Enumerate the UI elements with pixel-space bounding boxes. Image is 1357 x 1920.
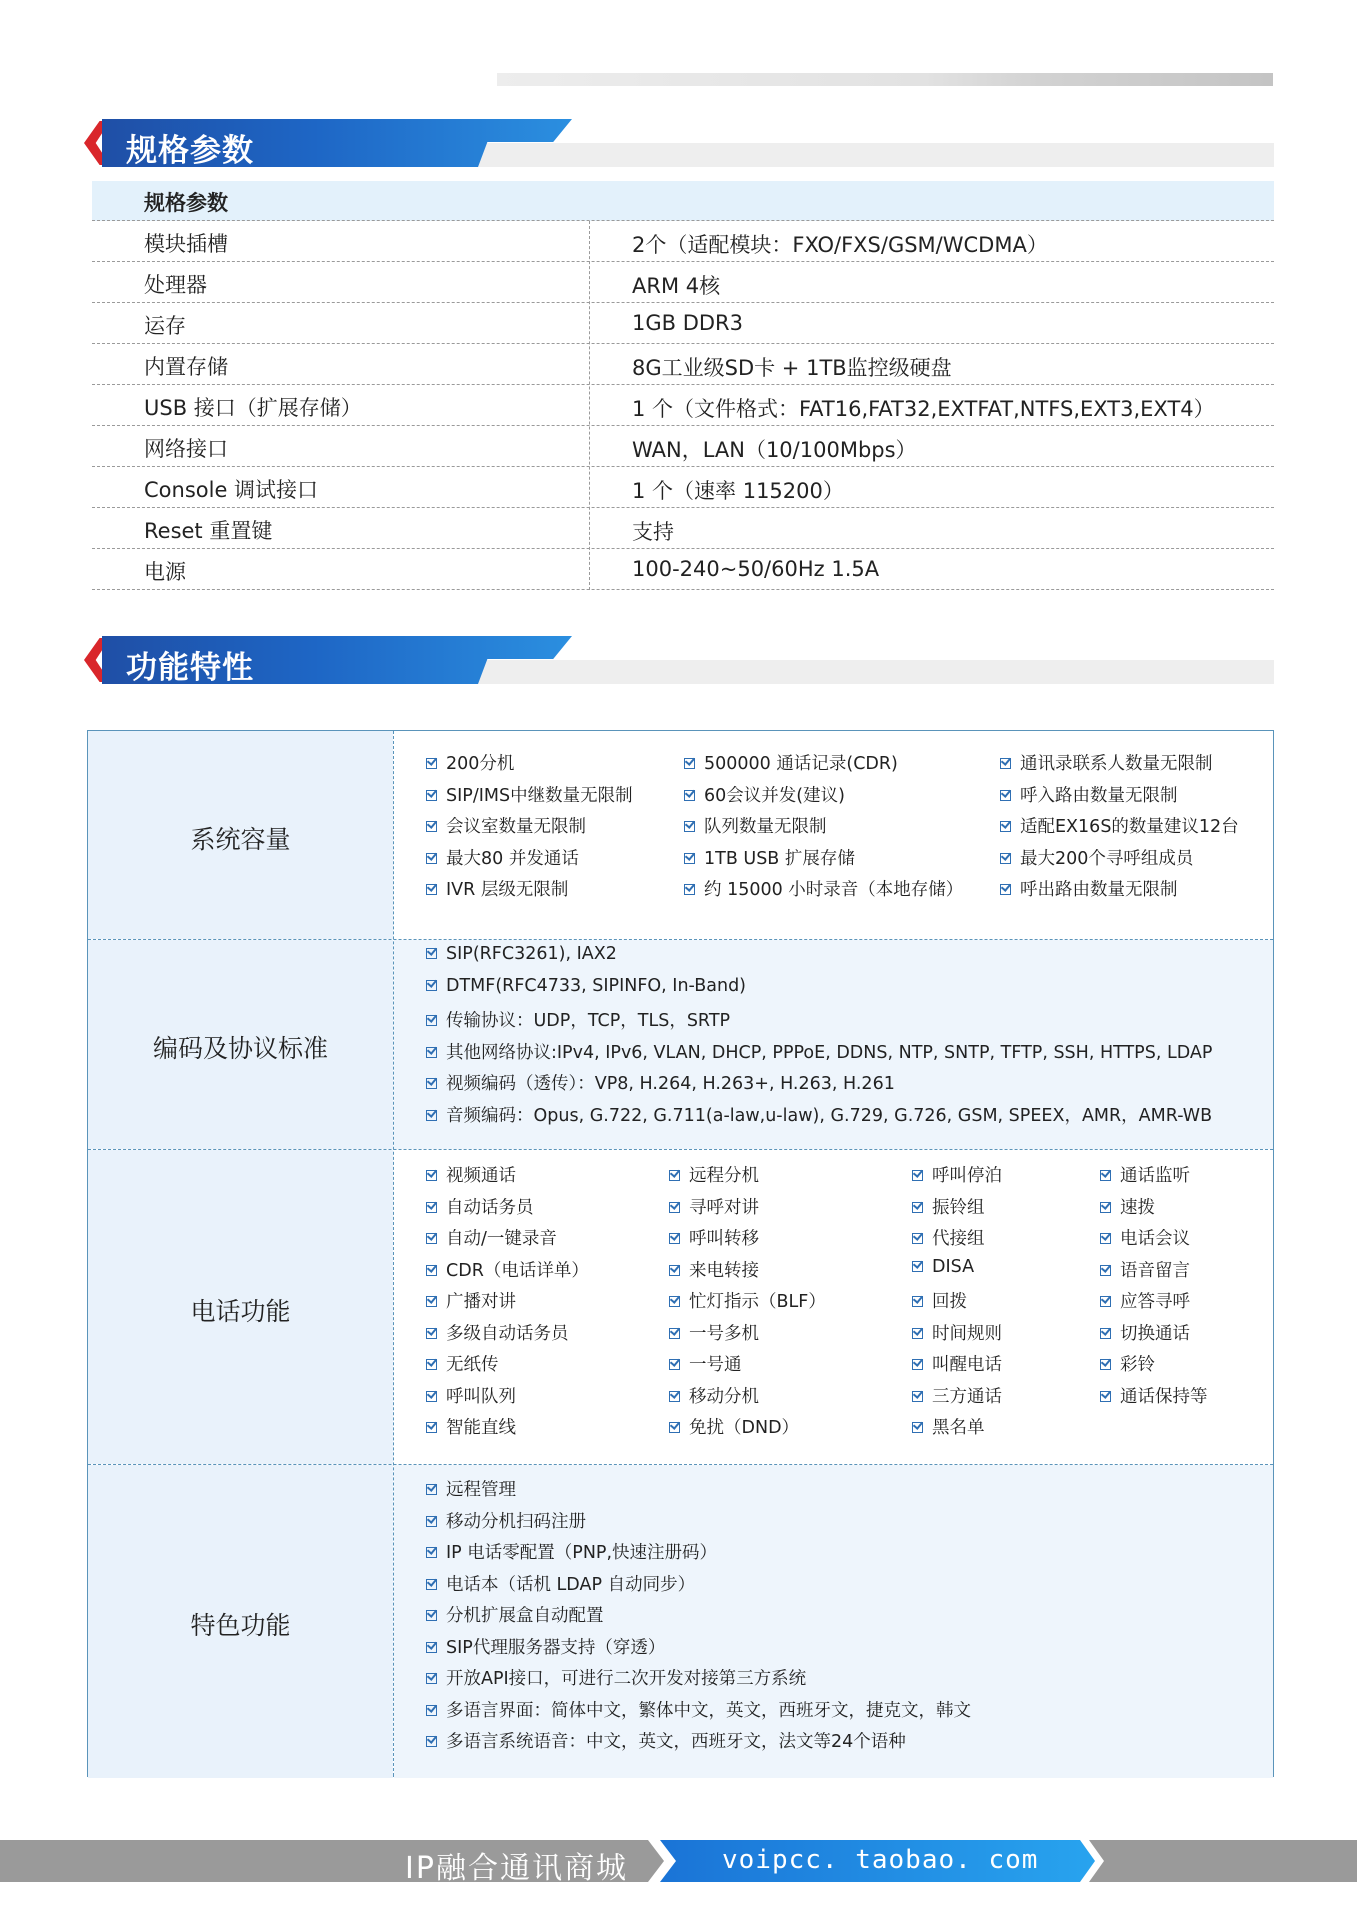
feature-item-text: 60会议并发(建议) — [704, 785, 845, 806]
checkbox-checked-icon — [426, 1484, 437, 1495]
feature-group — [88, 1465, 1273, 1778]
feature-item-text: 来电转接 — [689, 1260, 759, 1281]
checkbox-checked-icon — [426, 1516, 437, 1527]
spec-row — [92, 426, 1274, 467]
spec-table-header — [92, 181, 1274, 221]
feature-item — [669, 1257, 759, 1282]
feature-item — [1100, 1351, 1155, 1376]
feature-item — [669, 1225, 759, 1250]
checkbox-checked-icon — [912, 1261, 923, 1272]
feature-item — [426, 782, 633, 807]
feature-group-items — [394, 731, 1273, 939]
feature-item — [426, 1634, 665, 1659]
feature-item-text: 忙灯指示（BLF） — [689, 1292, 826, 1312]
checkbox-checked-icon — [1000, 853, 1011, 864]
feature-item — [1100, 1162, 1190, 1187]
feature-item — [669, 1162, 759, 1187]
feature-group-label: 编码及协议标准 — [152, 1034, 328, 1063]
checkbox-checked-icon — [426, 1673, 437, 1684]
feature-group — [88, 1150, 1273, 1465]
checkbox-checked-icon — [669, 1422, 680, 1433]
feature-item — [669, 1383, 759, 1408]
spec-row — [92, 385, 1274, 426]
feature-item-text: 多级自动话务员 — [446, 1323, 569, 1344]
feature-item — [426, 1665, 806, 1690]
feature-item — [426, 1194, 534, 1219]
checkbox-checked-icon — [1100, 1296, 1111, 1307]
feature-item-text: 1TB USB 扩展存储 — [704, 848, 855, 869]
checkbox-checked-icon — [1100, 1265, 1111, 1276]
feature-item-text: 视频编码（透传）：VP8, H.264, H.263+, H.263, H.261 — [446, 1074, 895, 1094]
spec-key: 处理器 — [144, 273, 207, 297]
checkbox-checked-icon — [1100, 1328, 1111, 1339]
spec-value: 2个（适配模块：FXO/FXS/GSM/WCDMA） — [632, 233, 1048, 257]
feature-item-text: IVR 层级无限制 — [446, 880, 569, 900]
feature-item-text: 时间规则 — [932, 1323, 1002, 1344]
spec-row — [92, 262, 1274, 303]
spec-value: 1 个（文件格式：FAT16,FAT32,EXTFAT,NTFS,EXT3,EXT4） — [632, 397, 1215, 421]
feature-group-items — [394, 940, 1273, 1149]
feature-item-text: 500000 通话记录(CDR) — [704, 754, 898, 774]
checkbox-checked-icon — [426, 1359, 437, 1370]
spec-value: 1GB DDR3 — [632, 311, 744, 335]
checkbox-checked-icon — [426, 1015, 437, 1026]
checkbox-checked-icon — [426, 1547, 437, 1558]
feature-item — [912, 1162, 1002, 1187]
checkbox-checked-icon — [1000, 790, 1011, 801]
feature-item-text: 一号多机 — [689, 1323, 759, 1344]
feature-section-heading — [84, 636, 1274, 684]
checkbox-checked-icon — [684, 758, 695, 769]
checkbox-checked-icon — [426, 1642, 437, 1653]
feature-item-text: 分机扩展盒自动配置 — [446, 1606, 604, 1626]
spec-row — [92, 508, 1274, 549]
feature-item-text: 呼出路由数量无限制 — [1020, 880, 1178, 900]
section-title: 功能特性 — [126, 650, 254, 686]
spec-row — [92, 549, 1274, 590]
checkbox-checked-icon — [912, 1202, 923, 1213]
checkbox-checked-icon — [1000, 821, 1011, 832]
feature-item — [684, 813, 827, 838]
feature-item — [426, 1571, 695, 1596]
feature-group — [88, 731, 1273, 940]
checkbox-checked-icon — [1100, 1233, 1111, 1244]
feature-group — [88, 940, 1273, 1150]
checkbox-checked-icon — [912, 1296, 923, 1307]
feature-item-text: 多语言系统语音：中文，英文，西班牙文，法文等24个语种 — [446, 1732, 906, 1752]
feature-item-text: 呼叫队列 — [446, 1386, 516, 1407]
checkbox-checked-icon — [426, 1078, 437, 1089]
checkbox-checked-icon — [669, 1328, 680, 1339]
spec-key: 网络接口 — [144, 437, 228, 461]
feature-item-text: 多语言界面：简体中文，繁体中文，英文，西班牙文，捷克文，韩文 — [446, 1700, 971, 1721]
feature-item — [426, 1070, 895, 1095]
checkbox-checked-icon — [1100, 1202, 1111, 1213]
spec-key: 电源 — [144, 560, 186, 584]
checkbox-checked-icon — [426, 1265, 437, 1276]
feature-item — [426, 1728, 906, 1753]
feature-item-text: DISA — [932, 1256, 975, 1277]
feature-group-label-cell — [88, 940, 393, 1149]
feature-item — [1000, 813, 1239, 838]
feature-item — [669, 1194, 759, 1219]
feature-group-label-cell — [88, 1465, 393, 1778]
checkbox-checked-icon — [669, 1170, 680, 1181]
checkbox-checked-icon — [426, 1110, 437, 1121]
feature-item-text: 智能直线 — [446, 1418, 516, 1438]
feature-item — [669, 1320, 759, 1345]
feature-item — [669, 1414, 799, 1439]
feature-item-text: 振铃组 — [932, 1197, 985, 1218]
footer-store-name: IP融合通讯商城 — [405, 1851, 628, 1886]
feature-item-text: 自动话务员 — [446, 1197, 534, 1218]
spec-value: 支持 — [632, 520, 674, 544]
section-title: 规格参数 — [126, 133, 254, 169]
spec-key: Console 调试接口 — [144, 478, 319, 502]
feature-item — [684, 845, 855, 870]
feature-item-text: SIP代理服务器支持（穿透） — [446, 1637, 666, 1658]
checkbox-checked-icon — [426, 1047, 437, 1058]
spec-section-heading — [84, 119, 1274, 167]
feature-group-label-cell — [88, 1150, 393, 1464]
feature-group-label: 电话功能 — [190, 1296, 291, 1326]
checkbox-checked-icon — [912, 1359, 923, 1370]
checkbox-checked-icon — [426, 1233, 437, 1244]
feature-item — [426, 1602, 604, 1627]
feature-item — [426, 1414, 516, 1439]
checkbox-checked-icon — [684, 790, 695, 801]
feature-item — [684, 750, 898, 775]
checkbox-checked-icon — [1100, 1391, 1111, 1402]
feature-item — [426, 1476, 516, 1501]
feature-item — [426, 750, 514, 775]
feature-item-text: DTMF(RFC4733, SIPINFO, In-Band) — [446, 975, 747, 996]
feature-item — [912, 1414, 985, 1439]
spec-value: 8G工业级SD卡 + 1TB监控级硬盘 — [632, 356, 952, 380]
checkbox-checked-icon — [669, 1359, 680, 1370]
checkbox-checked-icon — [426, 980, 437, 991]
feature-item — [426, 813, 586, 838]
checkbox-checked-icon — [669, 1265, 680, 1276]
feature-item-text: 无纸传 — [446, 1355, 499, 1375]
feature-item-text: IP 电话零配置（PNP,快速注册码） — [446, 1543, 718, 1563]
checkbox-checked-icon — [426, 758, 437, 769]
feature-item — [426, 1162, 516, 1187]
feature-group-items — [394, 1150, 1273, 1464]
spec-row — [92, 303, 1274, 344]
feature-item-text: 约 15000 小时录音（本地存储） — [704, 880, 964, 900]
feature-item — [912, 1320, 1002, 1345]
feature-item-text: 广播对讲 — [446, 1292, 516, 1312]
feature-item-text: 呼叫转移 — [689, 1229, 759, 1249]
feature-item — [912, 1257, 974, 1277]
feature-item — [1100, 1320, 1190, 1345]
heading-gray-band — [444, 660, 1274, 684]
heading-gray-band — [444, 143, 1274, 167]
feature-item-text: 自动/一键录音 — [446, 1229, 557, 1249]
spec-table — [92, 181, 1274, 590]
feature-item — [1100, 1257, 1190, 1282]
top-decor-bar — [497, 73, 1273, 86]
feature-item-text: 一号通 — [689, 1355, 742, 1375]
feature-item-text: 适配EX16S的数量建议12台 — [1020, 817, 1239, 837]
checkbox-checked-icon — [426, 948, 437, 959]
feature-item — [912, 1351, 1002, 1376]
feature-item — [426, 845, 579, 870]
feature-item — [912, 1288, 967, 1313]
feature-item — [684, 876, 963, 901]
footer-store-url[interactable]: voipcc. taobao. com — [722, 1845, 1039, 1875]
feature-item-text: 开放API接口，可进行二次开发对接第三方系统 — [446, 1669, 807, 1689]
feature-group-items — [394, 1465, 1273, 1778]
checkbox-checked-icon — [426, 821, 437, 832]
feature-item — [426, 1288, 516, 1313]
feature-item — [912, 1225, 985, 1250]
checkbox-checked-icon — [669, 1296, 680, 1307]
feature-item-text: 最大80 并发通话 — [446, 848, 579, 869]
footer-banner — [0, 1840, 1357, 1886]
feature-item — [1100, 1194, 1155, 1219]
checkbox-checked-icon — [912, 1170, 923, 1181]
feature-item — [1000, 782, 1178, 807]
feature-item — [1100, 1288, 1190, 1313]
feature-item-text: 远程分机 — [689, 1166, 759, 1186]
spec-value: WAN，LAN（10/100Mbps） — [632, 438, 917, 462]
checkbox-checked-icon — [669, 1202, 680, 1213]
feature-item-text: 呼叫停泊 — [932, 1166, 1002, 1186]
spec-value: 1 个（速率 115200） — [632, 479, 844, 503]
feature-item-text: 叫醒电话 — [932, 1355, 1002, 1375]
feature-item-text: 传输协议：UDP，TCP，TLS，SRTP — [446, 1011, 731, 1031]
feature-item — [426, 1383, 516, 1408]
spec-key: Reset 重置键 — [144, 519, 273, 543]
checkbox-checked-icon — [426, 884, 437, 895]
feature-item — [1100, 1383, 1208, 1408]
checkbox-checked-icon — [426, 790, 437, 801]
feature-item — [1000, 876, 1178, 901]
feature-item-text: 免扰（DND） — [689, 1418, 800, 1438]
feature-item-text: 电话会议 — [1120, 1229, 1190, 1249]
feature-group-label-cell — [88, 731, 393, 939]
feature-item-text: 视频通话 — [446, 1166, 516, 1186]
feature-item-text: 移动分机 — [689, 1386, 759, 1407]
checkbox-checked-icon — [1000, 884, 1011, 895]
feature-item-text: 其他网络协议:IPv4, IPv6, VLAN, DHCP, PPPoE, DDNS, NTP, SNTP, TFTP, SSH, HTTPS, LDAP — [446, 1042, 1213, 1063]
checkbox-checked-icon — [1100, 1170, 1111, 1181]
spec-row — [92, 467, 1274, 508]
feature-item-text: 通话保持等 — [1120, 1386, 1208, 1407]
checkbox-checked-icon — [684, 853, 695, 864]
feature-item — [426, 1697, 971, 1722]
spec-key: 运存 — [144, 314, 186, 338]
feature-item — [426, 1539, 717, 1564]
spec-key: 模块插槽 — [144, 232, 228, 256]
feature-item-text: 寻呼对讲 — [689, 1197, 759, 1218]
spec-row — [92, 221, 1274, 262]
spec-value: 100-240~50/60Hz 1.5A — [632, 557, 880, 581]
feature-item-text: 回拨 — [932, 1292, 967, 1312]
feature-item — [426, 976, 746, 996]
feature-item — [426, 1508, 586, 1533]
feature-item — [426, 1225, 557, 1250]
feature-item-text: 电话本（话机 LDAP 自动同步） — [446, 1574, 696, 1595]
feature-item-text: 200分机 — [446, 754, 515, 774]
feature-table — [87, 730, 1274, 1777]
feature-item-text: 速拨 — [1120, 1197, 1155, 1218]
feature-item-text: 黑名单 — [932, 1418, 985, 1438]
checkbox-checked-icon — [426, 853, 437, 864]
checkbox-checked-icon — [912, 1233, 923, 1244]
feature-item-text: 切换通话 — [1120, 1323, 1190, 1344]
feature-item — [669, 1351, 742, 1376]
feature-item-text: 通讯录联系人数量无限制 — [1020, 754, 1213, 774]
feature-item — [1100, 1225, 1190, 1250]
feature-item-text: 通话监听 — [1120, 1166, 1190, 1186]
feature-item-text: 三方通话 — [932, 1386, 1002, 1407]
feature-item — [426, 876, 568, 901]
feature-item — [426, 1320, 569, 1345]
checkbox-checked-icon — [426, 1579, 437, 1590]
feature-group-label: 特色功能 — [190, 1610, 291, 1640]
feature-item — [426, 1039, 1212, 1064]
spec-row — [92, 344, 1274, 385]
checkbox-checked-icon — [684, 884, 695, 895]
checkbox-checked-icon — [426, 1202, 437, 1213]
checkbox-checked-icon — [669, 1233, 680, 1244]
checkbox-checked-icon — [426, 1328, 437, 1339]
checkbox-checked-icon — [684, 821, 695, 832]
feature-item-text: SIP/IMS中继数量无限制 — [446, 785, 633, 806]
feature-item — [426, 1102, 1212, 1127]
feature-item — [426, 1007, 730, 1032]
feature-item-text: 代接组 — [932, 1229, 985, 1249]
checkbox-checked-icon — [426, 1170, 437, 1181]
feature-item-text: CDR（电话详单） — [446, 1260, 589, 1281]
feature-item-text: 队列数量无限制 — [704, 817, 827, 837]
checkbox-checked-icon — [1100, 1359, 1111, 1370]
feature-item — [426, 944, 617, 964]
feature-item-text: 应答寻呼 — [1120, 1292, 1190, 1312]
feature-item-text: 最大200个寻呼组成员 — [1020, 848, 1194, 869]
feature-item — [426, 1257, 589, 1282]
spec-key: USB 接口（扩展存储） — [144, 396, 362, 420]
feature-item-text: 彩铃 — [1120, 1355, 1155, 1375]
checkbox-checked-icon — [669, 1391, 680, 1402]
feature-item — [684, 782, 845, 807]
checkbox-checked-icon — [912, 1328, 923, 1339]
feature-item — [669, 1288, 826, 1313]
feature-item — [1000, 845, 1193, 870]
feature-item — [912, 1383, 1002, 1408]
feature-item-text: 移动分机扫码注册 — [446, 1511, 586, 1532]
feature-item — [912, 1194, 985, 1219]
checkbox-checked-icon — [912, 1422, 923, 1433]
feature-item-text: 语音留言 — [1120, 1260, 1190, 1281]
feature-item — [1000, 750, 1213, 775]
checkbox-checked-icon — [426, 1422, 437, 1433]
feature-item — [426, 1351, 499, 1376]
checkbox-checked-icon — [426, 1736, 437, 1747]
checkbox-checked-icon — [912, 1391, 923, 1402]
checkbox-checked-icon — [1000, 758, 1011, 769]
checkbox-checked-icon — [426, 1705, 437, 1716]
checkbox-checked-icon — [426, 1610, 437, 1621]
checkbox-checked-icon — [426, 1296, 437, 1307]
spec-key: 内置存储 — [144, 355, 228, 379]
spec-table-header-label: 规格参数 — [144, 191, 228, 215]
feature-item-text: SIP(RFC3261), IAX2 — [446, 944, 617, 964]
feature-item-text: 远程管理 — [446, 1480, 516, 1500]
feature-group-label: 系统容量 — [190, 824, 291, 854]
feature-item-text: 呼入路由数量无限制 — [1020, 785, 1178, 806]
checkbox-checked-icon — [426, 1391, 437, 1402]
feature-item-text: 音频编码：Opus, G.722, G.711(a-law,u-law), G.729, G.726, GSM, SPEEX，AMR，AMR-WB — [446, 1105, 1213, 1126]
feature-item-text: 会议室数量无限制 — [446, 817, 586, 837]
spec-value: ARM 4核 — [632, 274, 721, 298]
